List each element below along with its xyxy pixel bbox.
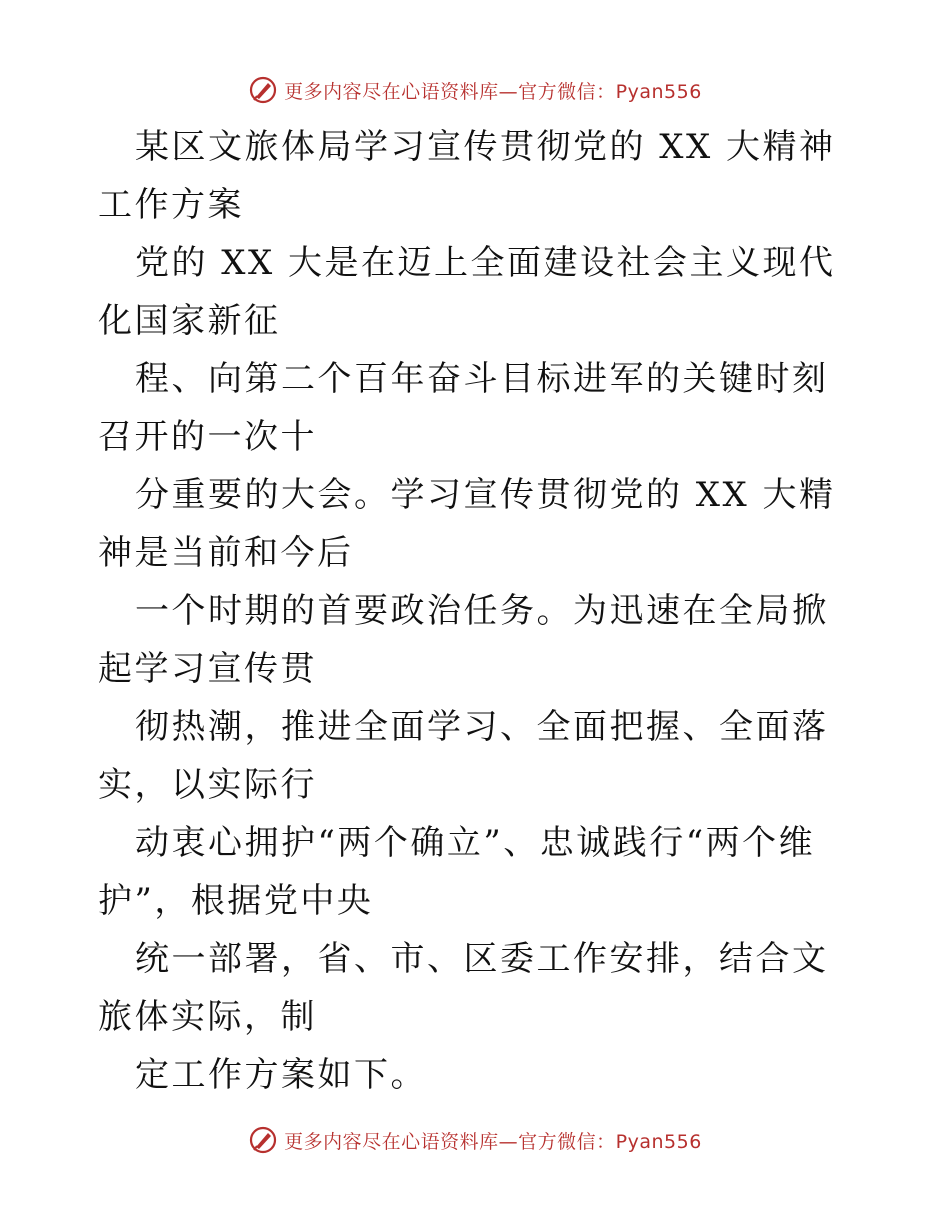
body-paragraph: 彻热潮，推进全面学习、全面把握、全面落实，以实际行 bbox=[98, 707, 829, 805]
body-paragraph: 动衷心拥护“两个确立”、忠诚践行“两个维护”，根据党中央 bbox=[98, 823, 816, 921]
body-paragraph: 分重要的大会。学习宣传贯彻党的 XX 大精神是当前和今后 bbox=[98, 475, 836, 573]
document-body bbox=[98, 118, 858, 1104]
watermark-text: 更多内容尽在心语资料库—官方微信：Pyan556 bbox=[284, 80, 702, 103]
body-paragraph: 定工作方案如下。 bbox=[135, 1055, 427, 1095]
quill-pen-seal-icon bbox=[248, 75, 278, 105]
body-paragraph: 一个时期的首要政治任务。为迅速在全局掀起学习宣传贯 bbox=[98, 591, 829, 689]
body-paragraph: 程、向第二个百年奋斗目标进军的关键时刻召开的一次十 bbox=[98, 359, 829, 457]
quill-pen-seal-icon bbox=[248, 1125, 278, 1155]
watermark-text: 更多内容尽在心语资料库—官方微信：Pyan556 bbox=[284, 1130, 702, 1153]
header-watermark-banner bbox=[0, 70, 950, 110]
document-title: 某区文旅体局学习宣传贯彻党的 XX 大精神工作方案 bbox=[98, 127, 836, 225]
footer-watermark-banner bbox=[0, 1120, 950, 1160]
body-paragraph: 党的 XX 大是在迈上全面建设社会主义现代化国家新征 bbox=[98, 243, 836, 341]
body-paragraph: 统一部署，省、市、区委工作安排，结合文旅体实际，制 bbox=[98, 939, 829, 1037]
